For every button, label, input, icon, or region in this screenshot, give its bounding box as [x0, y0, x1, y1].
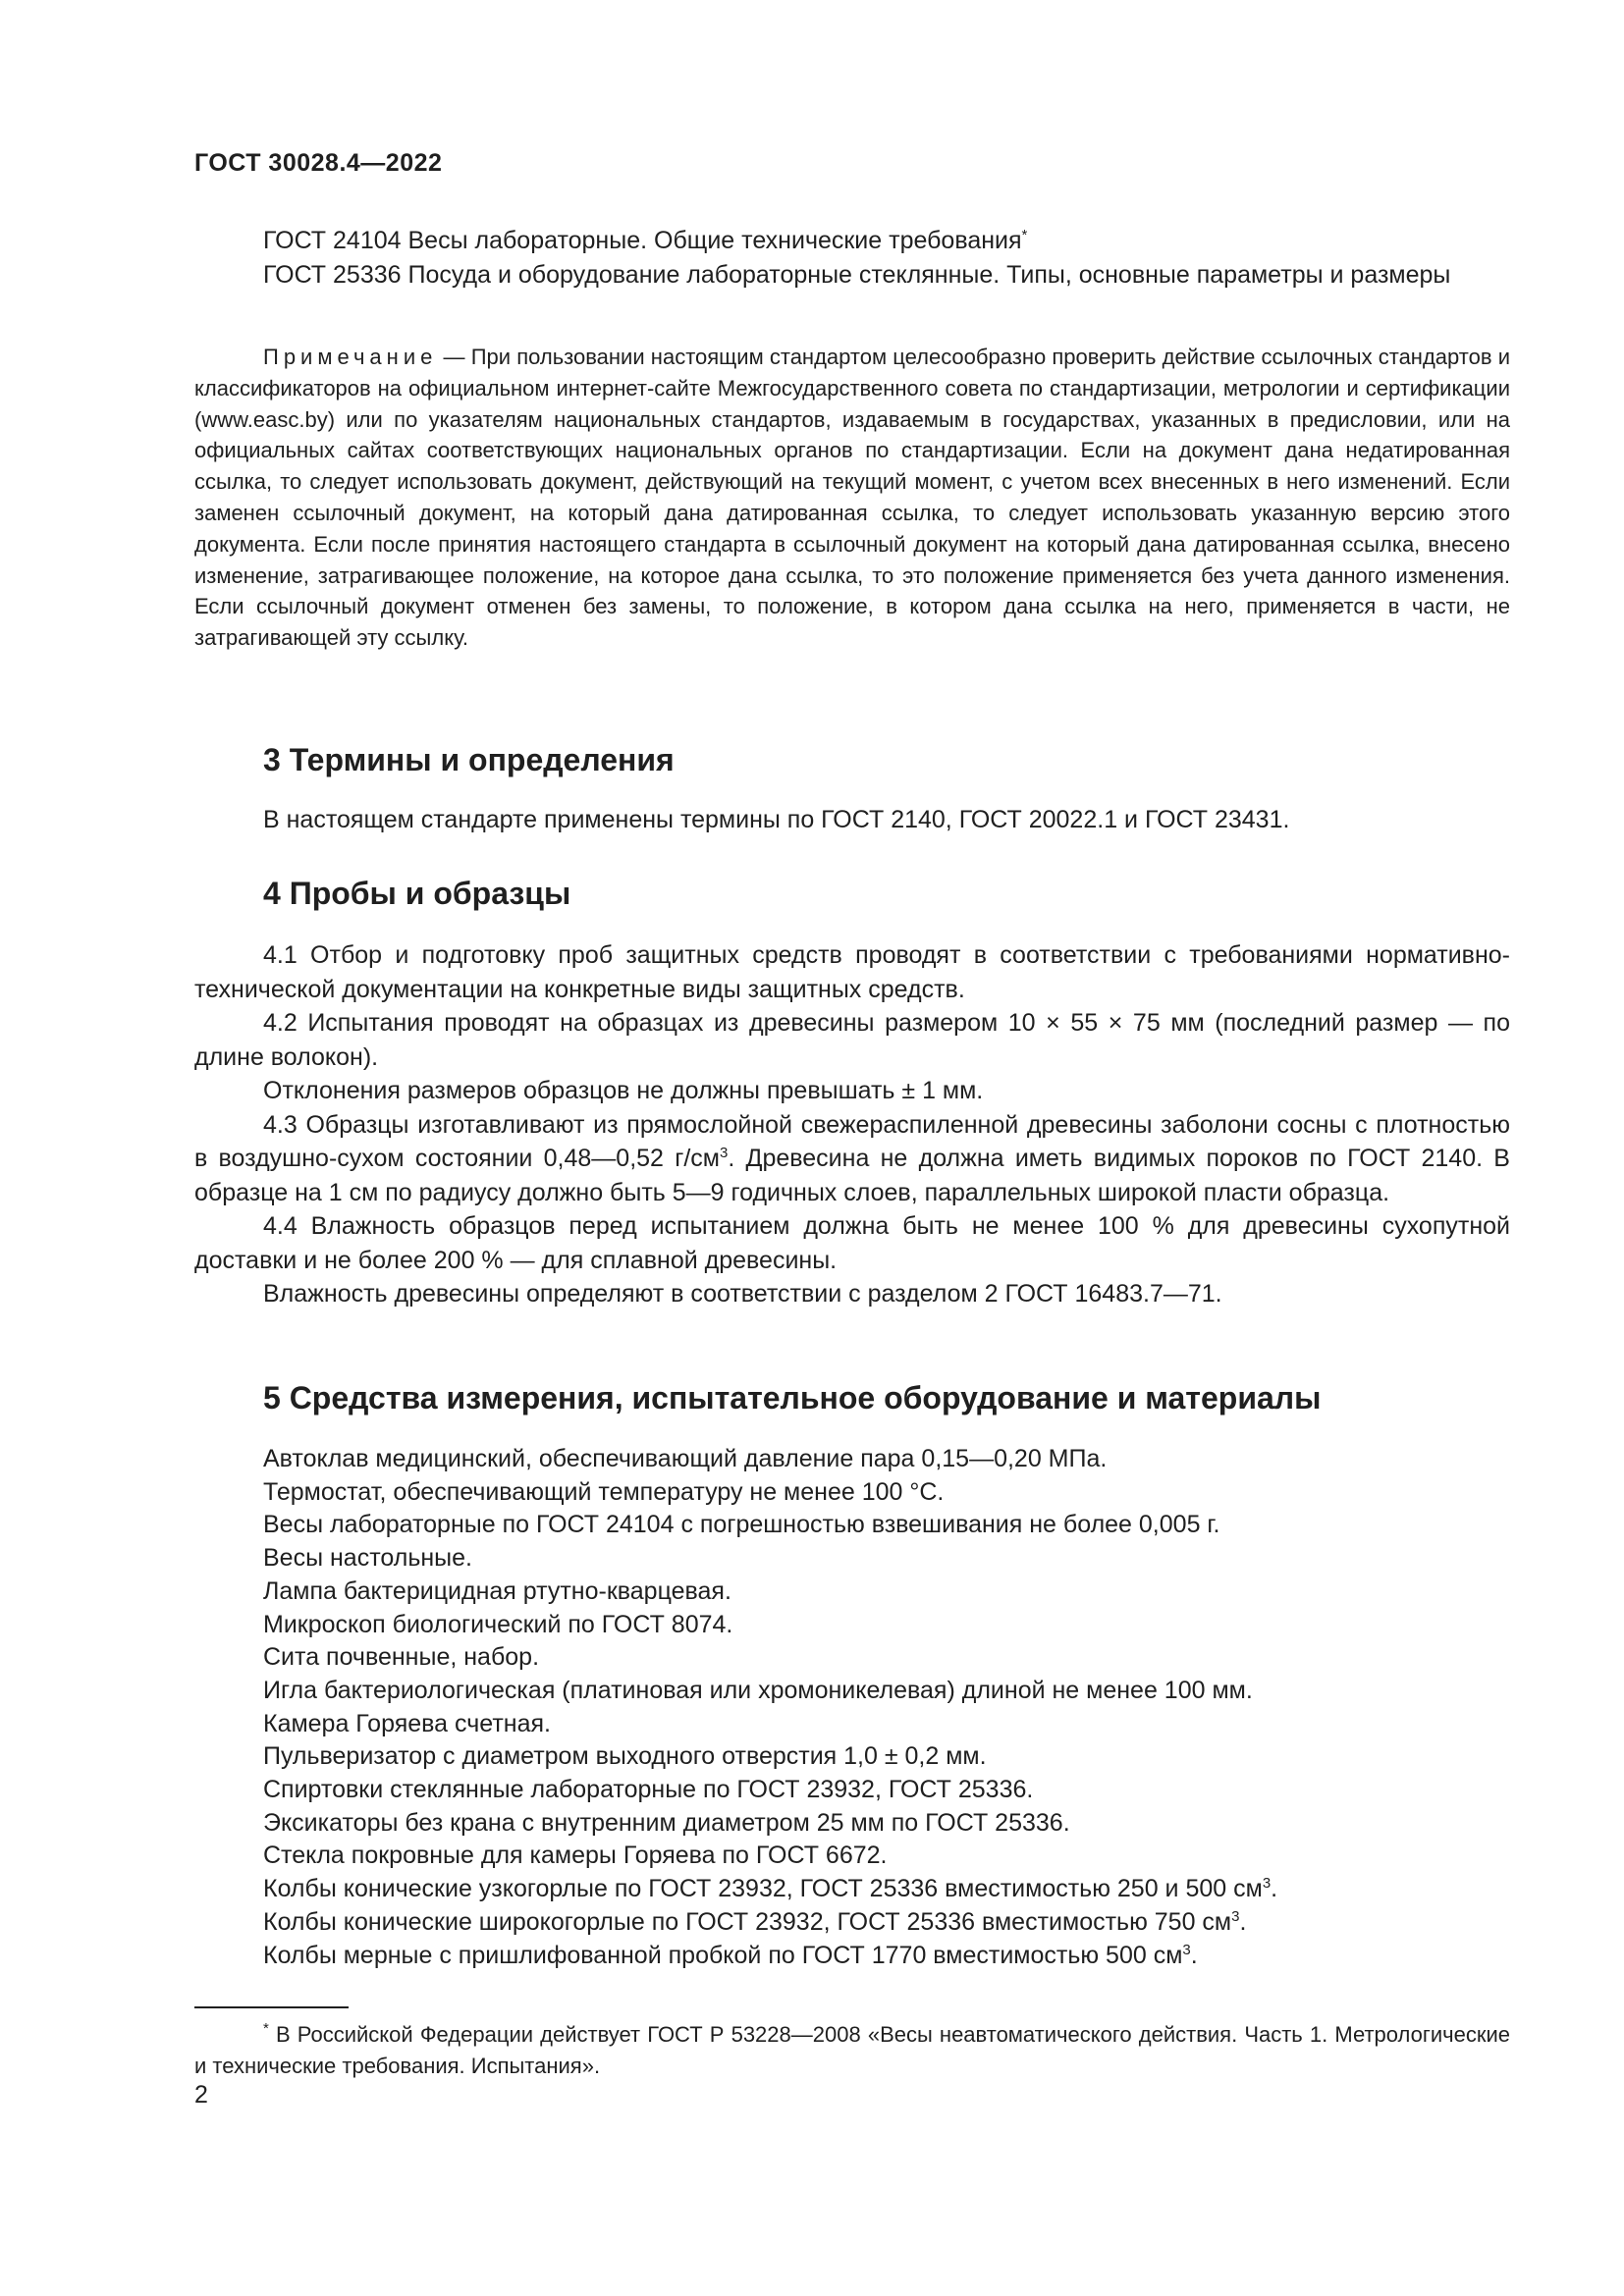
list-item: Спиртовки стеклянные лабораторные по ГОСТ 23932, ГОСТ 25336.: [263, 1776, 1034, 1804]
paragraph: 4.3 Образцы изготавливают из прямослойной свежераспиленной древесины заболони сосны с плотностью в воздушно-сухом состоянии 0,48—0,52 $г/см^3$. Древесина не должна иметь видимых пороков по ГОСТ 2140. В образце на 1 см по радиусу должно быть 5—9 годичных слоев, параллельных широкой пласти образца.: [194, 1110, 1510, 1206]
list-item: Колбы мерные с пришлифованной пробкой по ГОСТ 1770 вместимостью 500 $см^3$.: [263, 1941, 1198, 1969]
list-item: Колбы конические широкогорлые по ГОСТ 23932, ГОСТ 25336 вместимостью 750 $см^3$.: [263, 1907, 1247, 1936]
note-text: — При пользовании настоящим стандартом целесообразно проверить действие ссылочных стандартов и классификаторов на официальном интернет-сайте Межгосударственного совета по стандартизации, метрологии и сертификации (www.easc.by) или по указателям национальных стандартов, издаваемым в государствах, указанных в предисловии, или на официальных сайтах соответствующих национальных органов по стандартизации. Если на документ дана недатированная ссылка, то следует использовать документ, действующий на текущий момент, с учетом всех внесенных в него изменений. Если заменен ссылочный документ, на который дана датированная ссылка, то следует использовать указанную версию этого документа. Если после принятия настоящего стандарта в ссылочный документ на который дана датированная ссылка, внесено изменение, затрагивающее положение, на которое дана ссылка, то это положение применяется без учета данного изменения. Если ссылочный документ отменен без замены, то положение, в котором дана ссылка на него, применяется в части, не затрагивающей эту ссылку.: [194, 345, 1510, 651]
list-item: Автоклав медицинский, обеспечивающий давление пара 0,15—0,20 МПа.: [263, 1445, 1108, 1472]
reference-item: ГОСТ 25336 Посуда и оборудование лабораторные стеклянные. Типы, основные параметры и размеры: [263, 260, 1451, 289]
references-block: [194, 224, 1510, 292]
footnote-divider: [194, 2006, 349, 2008]
note-paragraph: [194, 342, 1510, 654]
superscript: 3: [1262, 1875, 1272, 1893]
section-3-body: [194, 803, 1510, 837]
footnote-mark: *: [1021, 227, 1028, 243]
list-item: Весы лабораторные по ГОСТ 24104 с погрешностью взвешивания не более 0,005 г.: [263, 1511, 1220, 1539]
footnote: * В Российской Федерации действует ГОСТ Р 53228—2008 «Весы неавтоматического действия. Часть 1. Метрологические и технические требования. Испытания».: [194, 2020, 1510, 2078]
list-item: Пульверизатор с диаметром выходного отверстия 1,0 ± 0,2 мм.: [263, 1742, 987, 1771]
section-4-heading: 4 Пробы и образцы: [263, 876, 571, 911]
list-item: Стекла покровные для камеры Горяева по ГОСТ 6672.: [263, 1842, 888, 1870]
section-4-body: [194, 938, 1510, 1311]
paragraph: 4.2 Испытания проводят на образцах из древесины размером 10 × 55 × 75 мм (последний размер — по длине волокон).: [194, 1009, 1510, 1071]
list-item: Эксикаторы без крана с внутренним диаметром 25 мм по ГОСТ 25336.: [263, 1808, 1070, 1837]
superscript: 3: [1182, 1941, 1191, 1958]
note-block: [194, 342, 1510, 654]
section-5-heading: 5 Средства измерения, испытательное оборудование и материалы: [263, 1380, 1322, 1415]
paragraph: 4.4 Влажность образцов перед испытанием должна быть не менее 100 % для древесины сухопутной доставки и не более 200 % — для сплавной древесины.: [194, 1212, 1510, 1274]
list-item: Игла бактериологическая (платиновая или хромоникелевая) длиной не менее 100 мм.: [263, 1676, 1253, 1704]
superscript: 3: [1231, 1907, 1240, 1925]
list-item: Микроскоп биологический по ГОСТ 8074.: [263, 1610, 733, 1638]
reference-item: ГОСТ 24104 Весы лабораторные. Общие технические требования*: [263, 227, 1028, 254]
list-item: Сита почвенные, набор.: [263, 1643, 540, 1672]
footnote-mark: *: [263, 2020, 269, 2037]
note-label: Примечание: [263, 345, 438, 369]
list-item: Термостат, обеспечивающий температуру не менее 100 °С.: [263, 1477, 945, 1506]
paragraph: 4.1 Отбор и подготовку проб защитных средств проводят в соответствии с требованиями нормативно-технической документации на конкретные виды защитных средств.: [194, 941, 1510, 1003]
paragraph: Влажность древесины определяют в соответствии с разделом 2 ГОСТ 16483.7—71.: [263, 1280, 1222, 1308]
list-item: Камера Горяева счетная.: [263, 1709, 551, 1737]
list-item: Колбы конические узкогорлые по ГОСТ 23932, ГОСТ 25336 вместимостью 250 и 500 $см^3$.: [263, 1875, 1278, 1903]
paragraph: В настоящем стандарте применены термины по ГОСТ 2140, ГОСТ 20022.1 и ГОСТ 23431.: [263, 806, 1290, 833]
document-header: ГОСТ 30028.4—2022: [194, 149, 443, 177]
list-item: Весы настольные.: [263, 1544, 472, 1573]
superscript: 3: [719, 1145, 729, 1161]
list-item: Лампа бактерицидная ртутно-кварцевая.: [263, 1576, 731, 1605]
section-3-heading: 3 Термины и определения: [263, 742, 675, 777]
paragraph: Отклонения размеров образцов не должны превышать ± 1 мм.: [263, 1077, 984, 1104]
page-number: 2: [194, 2081, 208, 2109]
equipment-list: [194, 1443, 1510, 1972]
